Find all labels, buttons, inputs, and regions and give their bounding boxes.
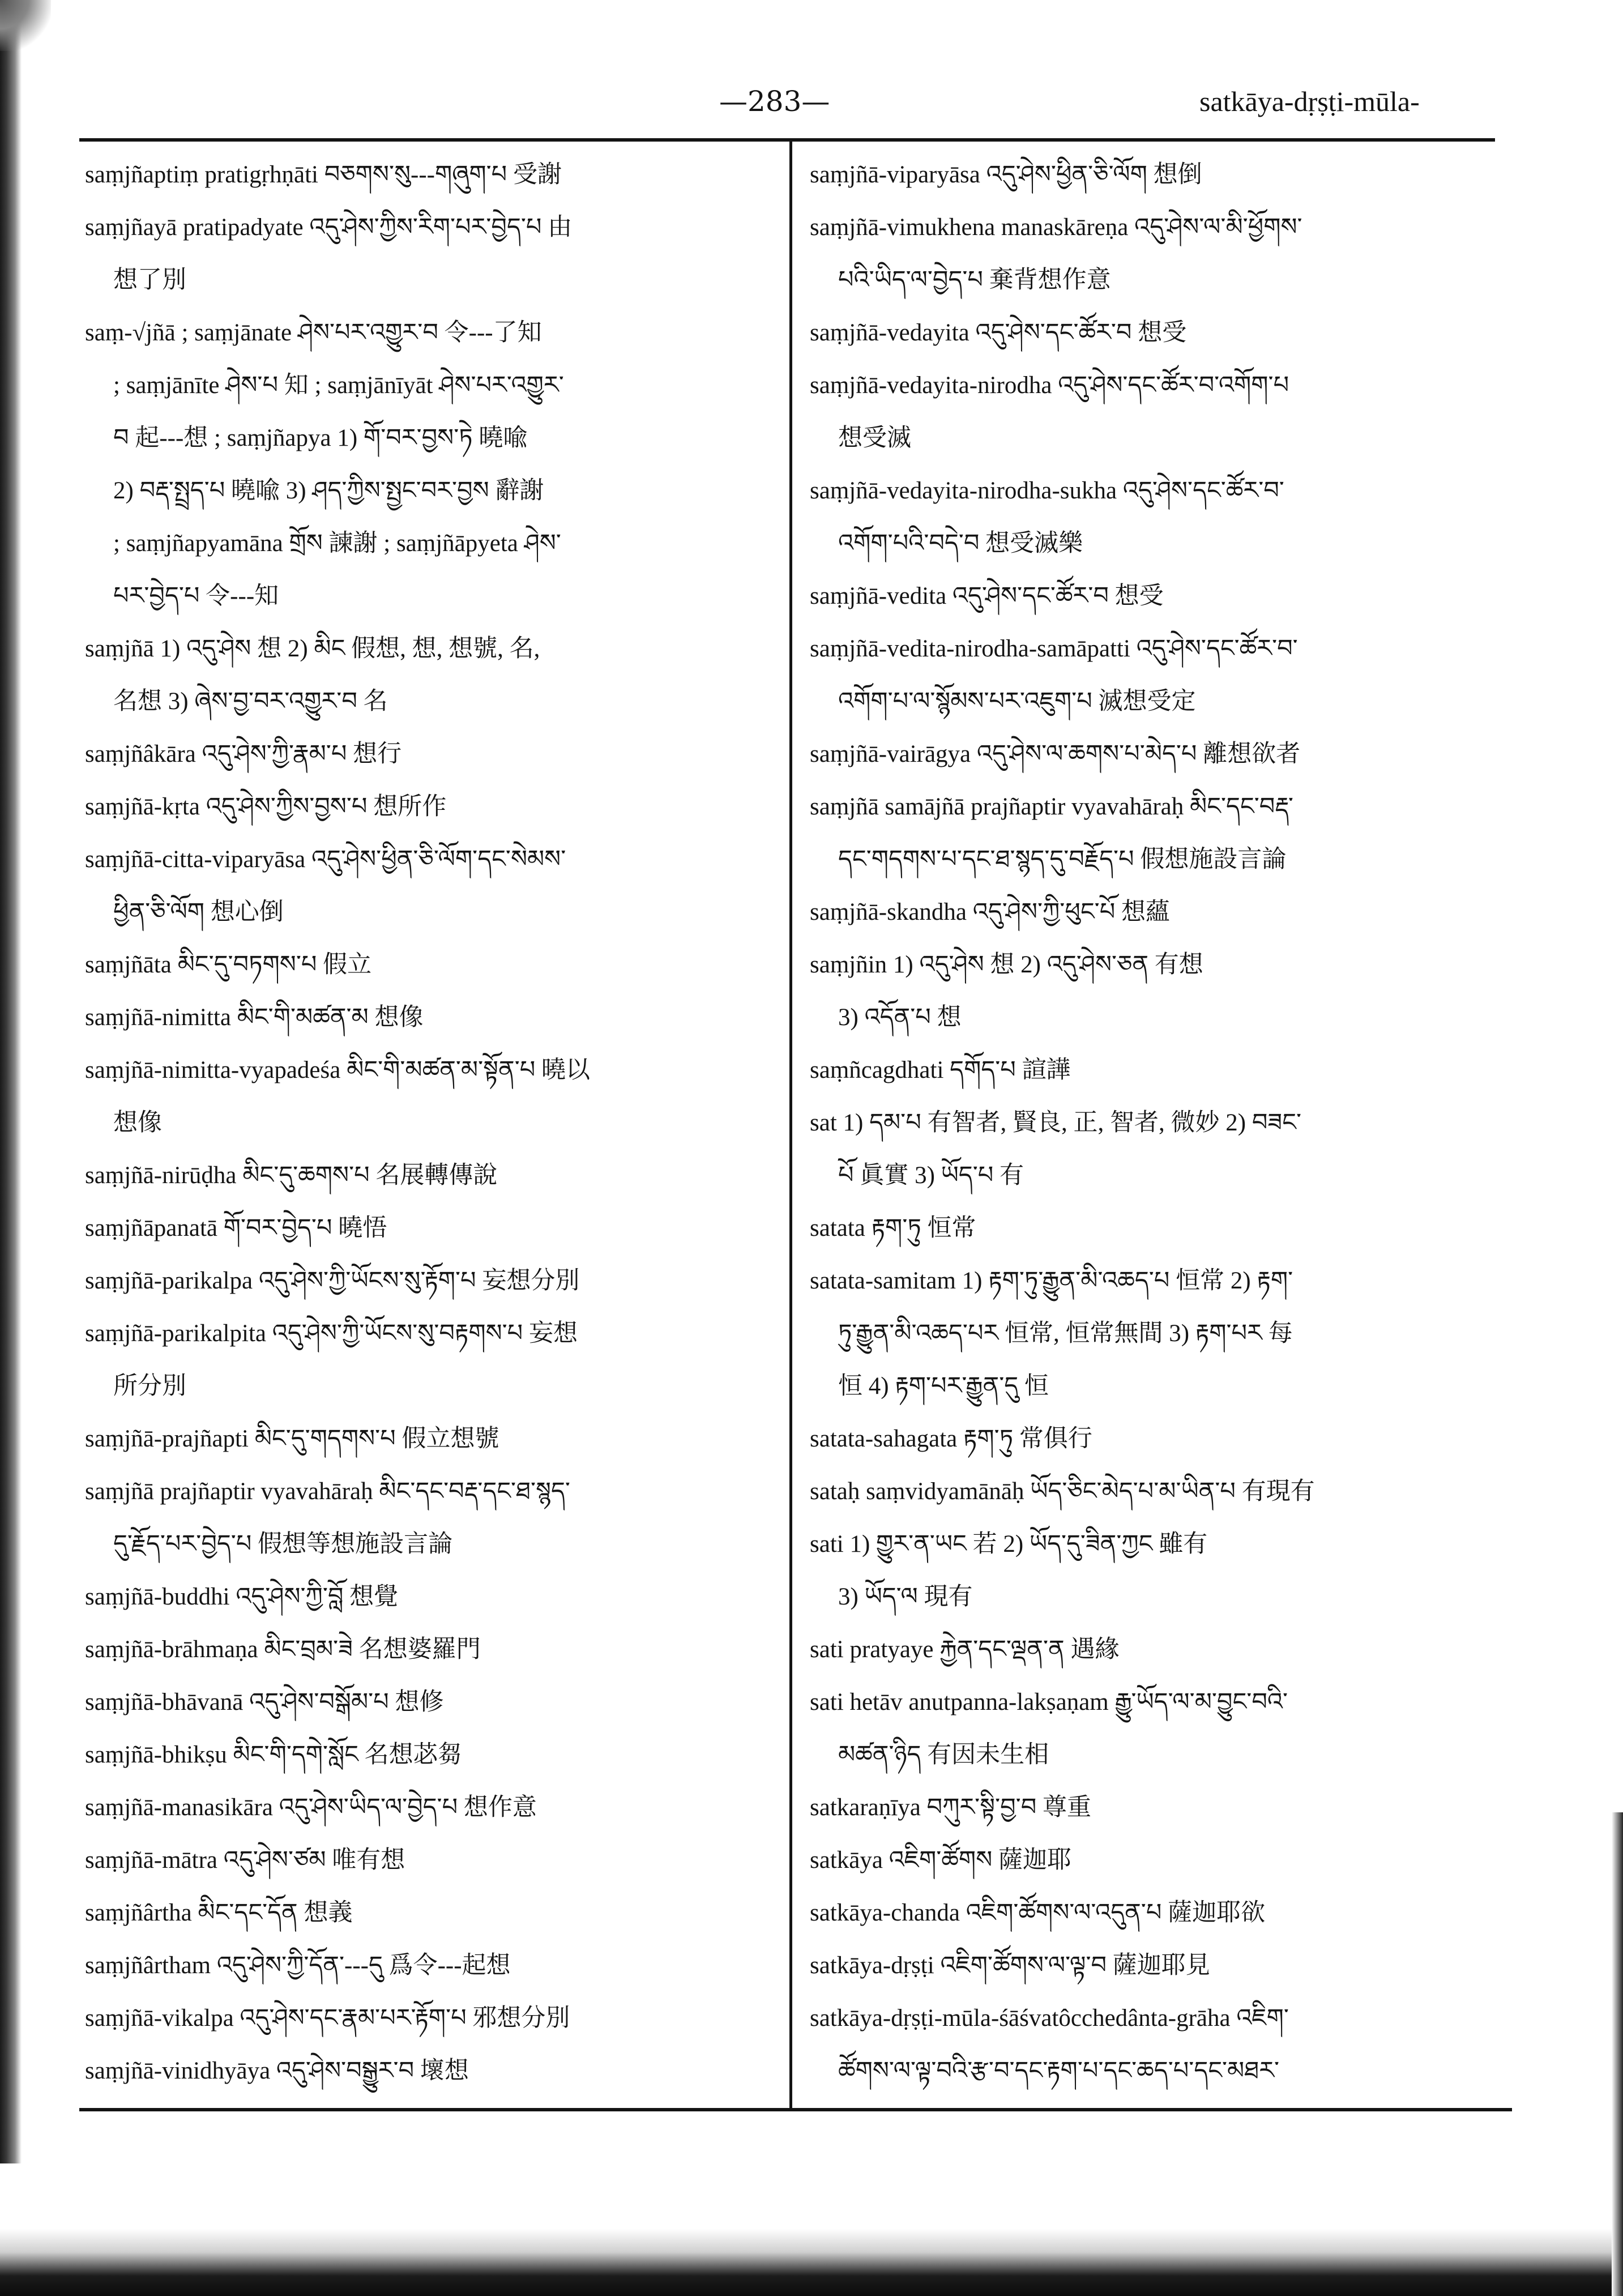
dictionary-entry <box>85 2045 770 2097</box>
right-column <box>810 148 1504 2097</box>
dictionary-entry <box>85 1729 770 1781</box>
entry-line: saṃjñā-citta-viparyāsa འདུ་ཤེས་ཕྱིན་ཅི་ལོག་དང་སེམས་ <box>85 846 566 873</box>
entry-line: sati hetāv anutpanna-lakṣaṇam རྒྱུ་ཡོད་ལ་མ་བྱུང་བའི་ <box>810 1689 1288 1715</box>
dictionary-entry <box>85 780 770 833</box>
entry-line: saṃjñā prajñaptir vyavahāraḥ མིང་དང་བརྡ་དང་ཐ་སྙད་ <box>85 1478 570 1505</box>
dictionary-entry <box>85 1939 770 1992</box>
dictionary-entry <box>810 201 1504 306</box>
entry-line: saṃjñayā pratipadyate འདུ་ཤེས་ཀྱིས་རིག་པར་བྱེད་པ 由 <box>85 214 573 241</box>
entry-continuation: 3) འདོན་པ 想 <box>838 1004 962 1031</box>
entry-continuation: དང་གདགས་པ་དང་ཐ་སྙད་དུ་བརྗོད་པ 假想施設言論 <box>838 846 1287 873</box>
entry-line: satkaraṇīya བཀུར་སྟི་བྱ་བ 尊重 <box>810 1794 1092 1821</box>
entry-line: sati pratyaye རྐྱེན་དང་ལྡན་ན 遇緣 <box>810 1636 1120 1663</box>
dictionary-entry <box>85 148 770 201</box>
entry-continuation: པར་བྱེད་པ 令---知 <box>113 583 279 609</box>
dictionary-entry <box>85 1202 770 1254</box>
entry-line: saṃjñaptiṃ pratigṛhṇāti བཅགས་སུ---གཞུག་པ 受謝 <box>85 161 562 188</box>
entry-continuation: པོ 眞實 3) ཡོད་པ 有 <box>838 1162 1024 1189</box>
dictionary-entry <box>85 201 770 306</box>
entry-line: saṃjñā-manasikāra འདུ་ཤེས་ཡིད་ལ་བྱེད་པ 想作意 <box>85 1794 537 1821</box>
entry-line: saṃjñā-brāhmaṇa མིང་བྲམ་ཟེ 名想婆羅門 <box>85 1636 481 1663</box>
entry-continuation: མཚན་ཉིད 有因未生相 <box>838 1742 1049 1768</box>
entry-line: saṃjñā-prajñapti མིང་དུ་གདགས་པ 假立想號 <box>85 1426 499 1452</box>
entry-line: saṃjñā-bhikṣu མིང་གི་དགེ་སློང 名想苾芻 <box>85 1742 462 1768</box>
dictionary-entry <box>810 306 1504 359</box>
entry-line: saṃjñā samājñā prajñaptir vyavahāraḥ མིང་དང་བརྡ་ <box>810 793 1293 820</box>
dictionary-entry <box>810 1623 1504 1676</box>
dictionary-entry <box>810 1412 1504 1465</box>
dictionary-entry <box>85 833 770 938</box>
entry-line: saṃjñin 1) འདུ་ཤེས 想 2) འདུ་ཤེས་ཅན 有想 <box>810 951 1203 978</box>
dictionary-entry <box>810 570 1504 622</box>
dictionary-entry <box>85 1781 770 1834</box>
entry-line: saṃjñā-vedita-nirodha-samāpatti འདུ་ཤེས་དང་ཚོར་བ་ <box>810 635 1298 662</box>
entry-line: saṃjñârtham འདུ་ཤེས་ཀྱི་དོན་---དུ 爲令---起想 <box>85 1952 511 1979</box>
entry-line: satkāya-dṛṣṭi-mūla-śāśvatôcchedânta-grāha འཇིག་ <box>810 2005 1289 2032</box>
dictionary-entry <box>85 622 770 728</box>
entry-continuation: པའི་ཡིད་ལ་བྱེད་པ 棄背想作意 <box>838 267 1111 293</box>
entry-continuation: 3) ཡོད་ལ 現有 <box>838 1584 973 1610</box>
top-rule <box>79 138 1495 142</box>
entry-continuation: 想像 <box>113 1109 162 1136</box>
entry-line: saṃjñā 1) འདུ་ཤེས 想 2) མིང 假想, 想, 想號, 名, <box>85 635 540 662</box>
entry-line: saṃjñā-viparyāsa འདུ་ཤེས་ཕྱིན་ཅི་ལོག 想倒 <box>810 161 1202 188</box>
entry-line: saṃjñā-vinidhyāya འདུ་ཤེས་བསྒྱུར་བ 壞想 <box>85 2058 469 2084</box>
running-head: satkāya-dṛṣṭi-mūla- <box>1199 86 1420 117</box>
entry-line: saṃjñā-kṛta འདུ་ཤེས་ཀྱིས་བྱས་པ 想所作 <box>85 793 447 820</box>
entry-line: saṃjñā-nimitta མིང་གི་མཚན་མ 想像 <box>85 1004 424 1031</box>
dictionary-entry <box>810 728 1504 780</box>
dictionary-entry <box>810 1254 1504 1412</box>
entry-line: satata-sahagata རྟག་ཏུ 常俱行 <box>810 1426 1092 1452</box>
entry-continuation: དུ་རྗོད་པར་བྱེད་པ 假想等想施設言論 <box>113 1531 453 1557</box>
entry-line: saṃjñā-nimitta-vyapadeśa མིང་གི་མཚན་མ་སྟོན་པ 曉以 <box>85 1057 591 1083</box>
dictionary-entry <box>810 938 1504 1044</box>
entry-line: saṃjñā-vedita འདུ་ཤེས་དང་ཚོར་བ 想受 <box>810 583 1164 609</box>
entry-line: saṃ-√jñā ; saṃjānate ཤེས་པར་འགྱུར་བ 令---了知 <box>85 319 542 346</box>
dictionary-entry <box>810 1939 1504 1992</box>
entry-line: saṃjñā-buddhi འདུ་ཤེས་ཀྱི་བློ 想覺 <box>85 1584 399 1610</box>
dictionary-entry <box>810 148 1504 201</box>
dictionary-entry <box>85 938 770 991</box>
entry-continuation: ཕྱིན་ཅི་ལོག 想心倒 <box>113 899 284 925</box>
entry-continuation: ; saṃjānīte ཤེས་པ 知 ; saṃjānīyāt ཤེས་པར་འགྱུར་ <box>113 372 564 399</box>
entry-line: saṃjñâkāra འདུ་ཤེས་ཀྱི་རྣམ་པ 想行 <box>85 741 402 767</box>
dictionary-entry <box>810 464 1504 570</box>
dictionary-entry <box>810 1834 1504 1887</box>
dictionary-entry <box>810 1202 1504 1254</box>
entry-line: saṃjñā-vikalpa འདུ་ཤེས་དང་རྣམ་པར་རྟོག་པ 邪想分別 <box>85 2005 570 2032</box>
entry-line: saṃjñârtha མིང་དང་དོན 想義 <box>85 1900 353 1926</box>
entry-line: satata རྟག་ཏུ 恒常 <box>810 1215 976 1241</box>
entry-line: satkāya འཇིག་ཚོགས 薩迦耶 <box>810 1847 1071 1873</box>
entry-line: satkāya-chanda འཇིག་ཚོགས་ལ་འདུན་པ 薩迦耶欲 <box>810 1900 1266 1926</box>
entry-continuation: 2) བརྡ་སྤྲད་པ 曉喩 3) ཤད་ཀྱིས་སྤྱང་བར་བྱས 辭謝 <box>113 477 544 504</box>
entry-line: saṃñcagdhati དགོད་པ 諠譁 <box>810 1057 1071 1083</box>
entry-continuation: 想了別 <box>113 267 186 293</box>
scan-shadow-left <box>0 0 22 2163</box>
entry-line: saṃjñā-skandha འདུ་ཤེས་ཀྱི་ཕུང་པོ 想蘊 <box>810 899 1171 925</box>
dictionary-entry <box>85 1623 770 1676</box>
entry-line: saṃjñā-nirūḍha མིང་དུ་ཆགས་པ 名展轉傳說 <box>85 1162 498 1189</box>
entry-line: saṃjñā-vedayita-nirodha འདུ་ཤེས་དང་ཚོར་བ་འགོག་པ <box>810 372 1289 399</box>
entry-line: saṃjñā-vedayita འདུ་ཤེས་དང་ཚོར་བ 想受 <box>810 319 1187 346</box>
entry-continuation: འགོག་པ་ལ་སྙོམས་པར་འཇུག་པ 滅想受定 <box>838 688 1196 715</box>
entry-continuation: 恒 4) རྟག་པར་རྒྱུན་དུ 恒 <box>838 1373 1049 1399</box>
entry-line: saṃjñā-parikalpita འདུ་ཤེས་ཀྱི་ཡོངས་སུ་བརྟགས་པ 妄想 <box>85 1320 578 1347</box>
dictionary-entry <box>810 886 1504 938</box>
entry-line: saṃjñā-parikalpa འདུ་ཤེས་ཀྱི་ཡོངས་སུ་རྟོག་པ 妄想分別 <box>85 1268 580 1294</box>
entry-continuation: 想受滅 <box>838 425 911 451</box>
entry-line: sataḥ saṃvidyamānāḥ ཡོད་ཅིང་མེད་པ་མ་ཡིན་པ 有現有 <box>810 1478 1315 1505</box>
dictionary-entry <box>85 1465 770 1571</box>
dictionary-entry <box>85 1571 770 1623</box>
scan-shadow-right <box>1612 1812 1623 2296</box>
entry-line: satkāya-dṛṣṭi འཇིག་ཚོགས་ལ་ལྟ་བ 薩迦耶見 <box>810 1952 1210 1979</box>
dictionary-entry <box>85 991 770 1044</box>
dictionary-entry <box>810 1887 1504 1939</box>
dictionary-entry <box>810 359 1504 464</box>
dictionary-entry <box>810 622 1504 728</box>
entry-line: saṃjñā-bhāvanā འདུ་ཤེས་བསྒོམ་པ 想修 <box>85 1689 444 1715</box>
dictionary-entry <box>85 1254 770 1307</box>
dictionary-entry <box>85 1992 770 2045</box>
entry-line: saṃjñāta མིང་དུ་བཏགས་པ 假立 <box>85 951 372 978</box>
dictionary-entry <box>810 1676 1504 1781</box>
dictionary-entry <box>810 1781 1504 1834</box>
left-column <box>85 148 770 2097</box>
entry-continuation: བ 起---想 ; saṃjñapya 1) གོ་བར་བྱས་ཏེ 曉喩 <box>113 425 528 451</box>
entry-line: saṃjñā-mātra འདུ་ཤེས་ཙམ 唯有想 <box>85 1847 405 1873</box>
entry-continuation: 名想 3) ཞེས་བྱ་བར་འགྱུར་བ 名 <box>113 688 388 715</box>
scan-shadow-bottom <box>0 2229 1623 2296</box>
entry-line: sat 1) དམ་པ 有智者, 賢良, 正, 智者, 微妙 2) བཟང་ <box>810 1109 1301 1136</box>
entry-line: satata-samitam 1) རྟག་ཏུ་རྒྱུན་མི་འཆད་པ 恒常 2) རྟག་ <box>810 1268 1293 1294</box>
page-number: —283— <box>719 85 830 118</box>
dictionary-entry <box>85 306 770 622</box>
entry-continuation: ཚོགས་ལ་ལྟ་བའི་རྩ་བ་དང་རྟག་པ་དང་ཆད་པ་དང་མཐར་ <box>838 2058 1280 2084</box>
entry-line: saṃjñā-vimukhena manaskāreṇa འདུ་ཤེས་ལ་མི་ཕྱོགས་ <box>810 214 1302 241</box>
entry-line: sati 1) གྱུར་ན་ཡང 若 2) ཡོད་དུ་ཟིན་ཀྱང 雖有 <box>810 1531 1208 1557</box>
dictionary-entry <box>85 1834 770 1887</box>
dictionary-entry <box>810 1992 1504 2097</box>
dictionary-entry <box>85 1887 770 1939</box>
column-divider <box>789 140 792 2110</box>
dictionary-entry <box>810 1465 1504 1518</box>
entry-line: saṃjñā-vairāgya འདུ་ཤེས་ལ་ཆགས་པ་མེད་པ 離想欲者 <box>810 741 1301 767</box>
dictionary-entry <box>85 1149 770 1202</box>
dictionary-entry <box>810 1518 1504 1623</box>
dictionary-entry <box>85 728 770 780</box>
entry-continuation: 所分別 <box>113 1373 186 1399</box>
scan-corner <box>0 0 51 51</box>
dictionary-entry <box>810 1096 1504 1202</box>
dictionary-entry <box>85 1044 770 1149</box>
dictionary-entry <box>810 780 1504 886</box>
entry-continuation: ཏུ་རྒྱུན་མི་འཆད་པར 恒常, 恒常無間 3) རྟག་པར 每 <box>838 1320 1293 1347</box>
dictionary-entry <box>85 1307 770 1412</box>
bottom-rule <box>79 2108 1512 2111</box>
dictionary-entry <box>810 1044 1504 1096</box>
entry-line: saṃjñā-vedayita-nirodha-sukha འདུ་ཤེས་དང་ཚོར་བ་ <box>810 477 1284 504</box>
dictionary-entry <box>85 1412 770 1465</box>
entry-line: saṃjñāpanatā གོ་བར་བྱེད་པ 曉悟 <box>85 1215 387 1241</box>
entry-continuation: ; saṃjñapyamāna གྲོས 諫謝 ; saṃjñāpyeta ཤེས་ <box>113 530 561 557</box>
dictionary-entry <box>85 1676 770 1729</box>
entry-continuation: འགོག་པའི་བདེ་བ 想受滅樂 <box>838 530 1083 557</box>
